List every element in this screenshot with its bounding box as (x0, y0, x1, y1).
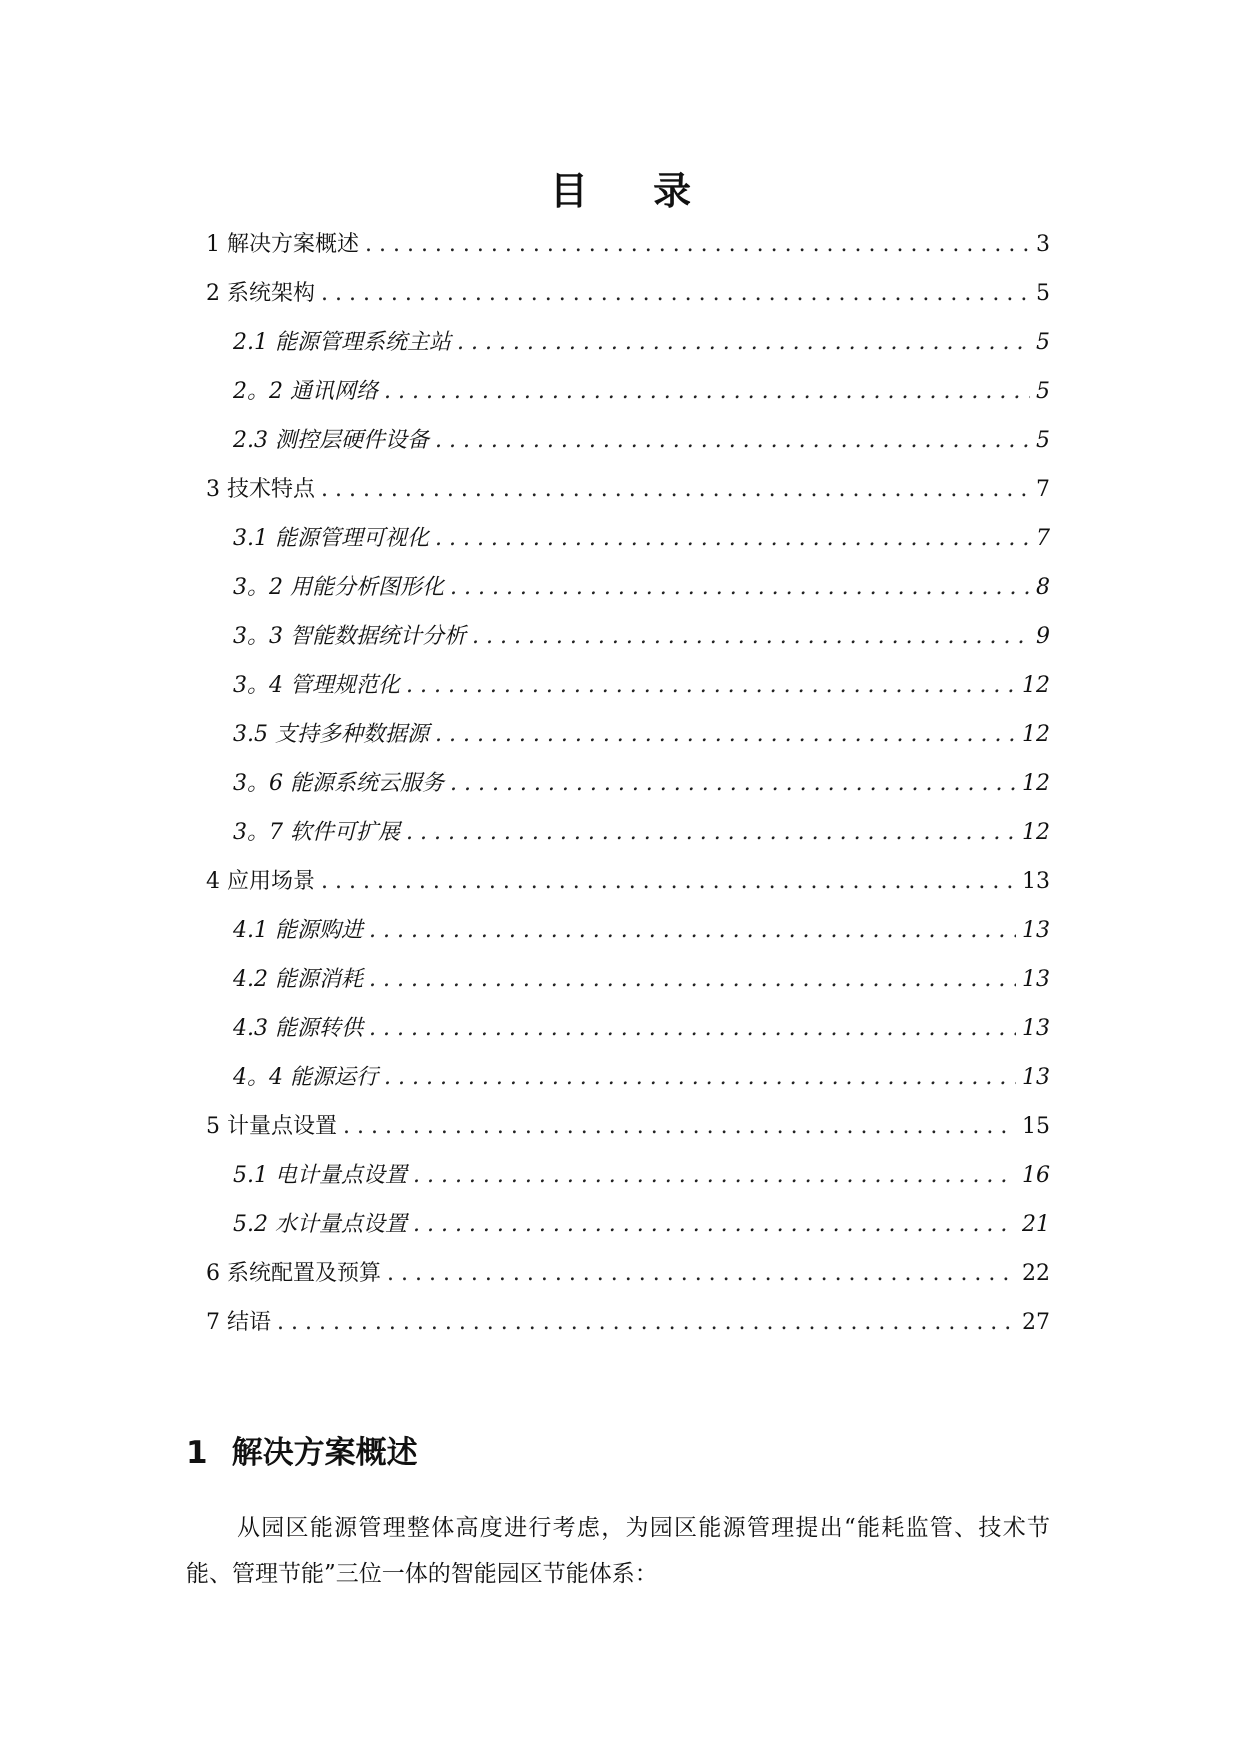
toc-entry[interactable] (206, 759, 1050, 808)
toc-dot-leader (321, 857, 1016, 906)
toc-entry-label: 3。3 智能数据统计分析 (233, 624, 466, 649)
toc-entry[interactable] (206, 906, 1050, 955)
toc-entry-page-number: 5 (1036, 428, 1050, 453)
toc-dot-leader (450, 563, 1030, 612)
toc-entry-page-number: 7 (1036, 526, 1050, 551)
toc-entry-page-number: 12 (1022, 673, 1050, 698)
toc-entry-label: 5.1 电计量点设置 (233, 1163, 407, 1188)
table-of-contents (206, 220, 1050, 1347)
toc-entry-label: 4。4 能源运行 (233, 1065, 378, 1090)
toc-entry[interactable] (206, 318, 1050, 367)
toc-entry[interactable] (206, 1102, 1050, 1151)
toc-entry[interactable] (206, 1298, 1050, 1347)
toc-dot-leader (457, 318, 1030, 367)
toc-entry-page-number: 21 (1022, 1212, 1050, 1237)
toc-dot-leader (413, 1151, 1016, 1200)
toc-entry-label: 3。4 管理规范化 (233, 673, 400, 698)
toc-entry-label: 2 系统架构 (206, 281, 315, 306)
toc-entry-page-number: 22 (1022, 1261, 1050, 1286)
toc-entry-page-number: 15 (1022, 1114, 1050, 1139)
toc-dot-leader (387, 1249, 1016, 1298)
toc-entry-page-number: 9 (1036, 624, 1050, 649)
toc-entry[interactable] (206, 514, 1050, 563)
toc-dot-leader (369, 906, 1016, 955)
toc-entry[interactable] (206, 1053, 1050, 1102)
toc-entry-page-number: 13 (1022, 967, 1050, 992)
toc-entry-page-number: 5 (1036, 379, 1050, 404)
toc-entry[interactable] (206, 661, 1050, 710)
section-heading (186, 1427, 418, 1472)
toc-entry-label: 5.2 水计量点设置 (233, 1212, 407, 1237)
toc-entry[interactable] (206, 465, 1050, 514)
toc-entry-label: 4 应用场景 (206, 869, 315, 894)
toc-dot-leader (406, 808, 1016, 857)
toc-entry-page-number: 12 (1022, 820, 1050, 845)
toc-entry-label: 4.2 能源消耗 (233, 967, 363, 992)
toc-entry-page-number: 13 (1022, 918, 1050, 943)
toc-title: 目 录 (549, 169, 718, 213)
toc-entry-label: 3。2 用能分析图形化 (233, 575, 444, 600)
toc-entry-label: 1 解决方案概述 (206, 232, 359, 257)
toc-dot-leader (277, 1298, 1016, 1347)
toc-entry[interactable] (206, 808, 1050, 857)
toc-entry-label: 2.3 测控层硬件设备 (233, 428, 429, 453)
toc-dot-leader (435, 710, 1016, 759)
toc-entry[interactable] (206, 1151, 1050, 1200)
toc-entry-page-number: 12 (1022, 722, 1050, 747)
section-number: 1 (186, 1435, 208, 1471)
toc-entry-label: 4.1 能源购进 (233, 918, 363, 943)
section-title: 解决方案概述 (231, 1435, 418, 1471)
toc-entry-label: 7 结语 (206, 1310, 271, 1335)
toc-entry-label: 5 计量点设置 (206, 1114, 337, 1139)
toc-entry-page-number: 13 (1022, 1065, 1050, 1090)
toc-dot-leader (450, 759, 1016, 808)
toc-entry[interactable] (206, 269, 1050, 318)
toc-entry-label: 6 系统配置及预算 (206, 1261, 381, 1286)
toc-dot-leader (406, 661, 1016, 710)
toc-entry[interactable] (206, 612, 1050, 661)
toc-entry-page-number: 7 (1036, 477, 1050, 502)
toc-entry[interactable] (206, 1249, 1050, 1298)
toc-dot-leader (413, 1200, 1016, 1249)
toc-entry[interactable] (206, 220, 1050, 269)
toc-dot-leader (321, 465, 1030, 514)
toc-entry-label: 2.1 能源管理系统主站 (233, 330, 451, 355)
toc-entry[interactable] (206, 416, 1050, 465)
toc-dot-leader (321, 269, 1030, 318)
toc-dot-leader (384, 367, 1030, 416)
toc-entry-label: 3.1 能源管理可视化 (233, 526, 429, 551)
toc-entry-page-number: 13 (1022, 1016, 1050, 1041)
toc-dot-leader (365, 220, 1030, 269)
toc-entry[interactable] (206, 563, 1050, 612)
toc-entry-page-number: 5 (1036, 281, 1050, 306)
toc-entry-page-number: 13 (1022, 869, 1050, 894)
toc-entry[interactable] (206, 955, 1050, 1004)
toc-entry[interactable] (206, 710, 1050, 759)
section-paragraph: 从园区能源管理整体高度进行考虑，为园区能源管理提出“能耗监管、技术节能、管理节能”三位一体的智能园区节能体系： (186, 1515, 1050, 1587)
toc-entry-label: 2。2 通讯网络 (233, 379, 378, 404)
toc-entry-page-number: 16 (1022, 1163, 1050, 1188)
toc-dot-leader (435, 514, 1030, 563)
toc-entry-page-number: 27 (1022, 1310, 1050, 1335)
toc-dot-leader (384, 1053, 1016, 1102)
toc-entry-page-number: 5 (1036, 330, 1050, 355)
toc-entry[interactable] (206, 1004, 1050, 1053)
toc-dot-leader (435, 416, 1030, 465)
toc-entry-page-number: 12 (1022, 771, 1050, 796)
toc-entry[interactable] (206, 367, 1050, 416)
toc-entry-label: 3 技术特点 (206, 477, 315, 502)
toc-entry-label: 3。6 能源系统云服务 (233, 771, 444, 796)
toc-entry[interactable] (206, 1200, 1050, 1249)
toc-dot-leader (369, 1004, 1016, 1053)
toc-entry-label: 3。7 软件可扩展 (233, 820, 400, 845)
toc-entry-label: 4.3 能源转供 (233, 1016, 363, 1041)
toc-dot-leader (472, 612, 1030, 661)
toc-dot-leader (343, 1102, 1016, 1151)
toc-dot-leader (369, 955, 1016, 1004)
toc-entry-label: 3.5 支持多种数据源 (233, 722, 429, 747)
toc-entry-page-number: 8 (1036, 575, 1050, 600)
toc-entry-page-number: 3 (1036, 232, 1050, 257)
toc-entry[interactable] (206, 857, 1050, 906)
